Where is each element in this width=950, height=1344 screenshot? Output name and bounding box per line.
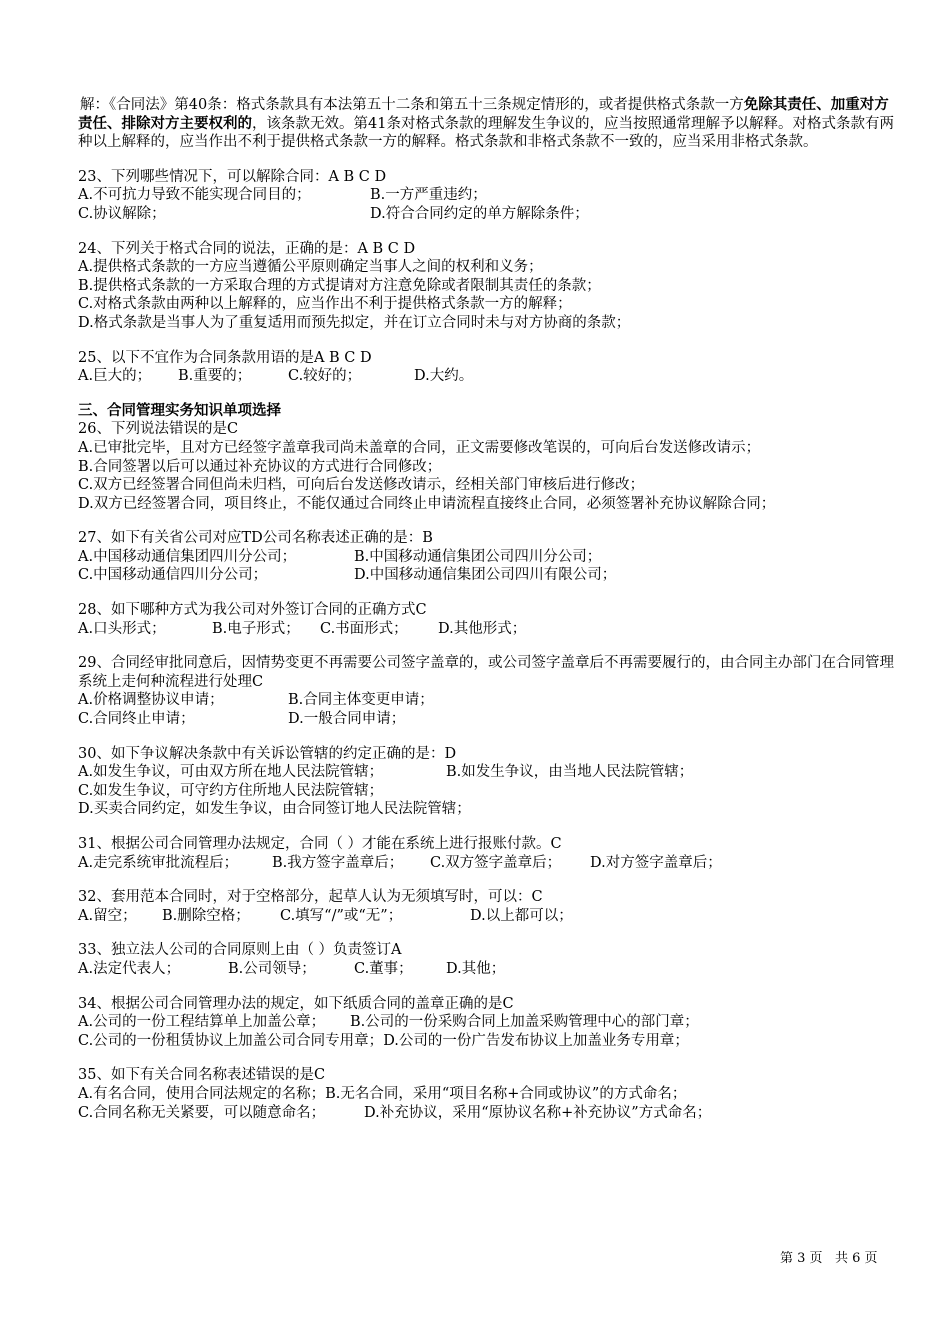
option-b: B.无名合同，采用“项目名称+合同或协议”的方式命名； [325,1085,687,1102]
option-c: C.书面形式； [320,620,408,637]
option-c: C.公司的一份租赁协议上加盖公司合同专用章； [78,1032,384,1049]
option-c: C.双方已经签署合同但尚未归档，可向后台发送修改请示，经相关部门审核后进行修改； [78,477,645,494]
explanation-text: 解：《合同法》第40条：格式条款具有本法第五十二条和第五十三条规定情形的，或者提供格式条款一方 [80,97,744,113]
question-23 [78,168,898,224]
option-d: D.买卖合同约定，如发生争议，由合同签订地人民法院管辖； [78,801,471,818]
option-c: C.较好的； [288,368,362,385]
option-c: C.中国移动通信四川分公司； [78,567,268,584]
option-b: B.电子形式； [212,620,300,637]
option-a: A.中国移动通信集团四川分公司； [78,548,297,565]
option-d: D.补充协议，采用“原协议名称+补充协议”方式命名； [364,1104,712,1121]
option-d: D.其他； [446,960,506,977]
question-stem: 27、如下有关省公司对应TD公司名称表述正确的是：B [78,530,433,547]
section-heading: 三、合同管理实务知识单项选择 [78,401,281,419]
question-stem: 26、下列说法错误的是C [78,421,239,438]
option-d: D.对方签字盖章后； [590,854,722,871]
question-stem: 32、套用范本合同时，对于空格部分，起草人认为无须填写时，可以：C [78,889,543,906]
option-d: D.大约。 [414,368,474,385]
option-d: D.其他形式； [438,620,527,637]
question-stem: 29、合同经审批同意后，因情势变更不再需要公司签字盖章的，或公司签字盖章后不再需要履行的，由合同主办部门在合同管理系统上走何种流程进行处理C [78,655,894,690]
option-a: A.公司的一份工程结算单上加盖公章； [78,1014,326,1031]
option-d: D.以上都可以； [470,907,573,924]
option-d: D.公司的一份广告发布协议上加盖业务专用章； [383,1032,689,1049]
option-a: A.已审批完毕，且对方已经签字盖章我司尚未盖章的合同，正文需要修改笔误的，可向后台发送修改请示； [78,439,761,456]
question-stem: 28、如下哪种方式为我公司对外签订合同的正确方式C [78,602,427,619]
option-c: C.董事； [354,960,413,977]
option-a: A.如发生争议，可由双方所在地人民法院管辖； [78,764,384,781]
question-30 [78,745,898,819]
question-stem: 24、下列关于格式合同的说法，正确的是：A B C D [78,240,416,257]
question-stem: 31、根据公司合同管理办法规定，合同（ ）才能在系统上进行报账付款。C [78,836,562,852]
option-c: C.合同名称无关紧要，可以随意命名； [78,1104,326,1121]
explanation-bold-text: 免除其责任、加重对方责任、排除对方主要权利的 [78,96,889,132]
question-33 [78,941,898,978]
option-c: C.对格式条款由两种以上解释的，应当作出不利于提供格式条款一方的解释； [78,296,572,313]
answer-explanation [78,96,898,152]
option-b: B.一方严重违约； [370,187,487,204]
question-stem: 25、以下不宜作为合同条款用语的是A B C D [78,349,372,366]
option-a: A.不可抗力导致不能实现合同目的； [78,187,311,204]
option-b: B.合同签署以后可以通过补充协议的方式进行合同修改； [78,458,442,475]
option-c: C.合同终止申请； [78,711,195,728]
option-d: D.格式条款是当事人为了重复适用而预先拟定，并在订立合同时未与对方协商的条款； [78,314,631,331]
question-stem: 30、如下争议解决条款中有关诉讼管辖的约定正确的是：D [78,745,457,762]
option-a: A.巨大的； [78,368,152,385]
option-c: C.双方签字盖章后； [430,854,562,871]
option-b: B.公司的一份采购合同上加盖采购管理中心的部门章； [350,1014,699,1031]
question-26 [78,420,898,513]
page-footer [780,1247,878,1266]
option-d: D.符合合同约定的单方解除条件； [370,205,589,222]
question-25 [78,349,898,386]
option-b: B.重要的； [178,368,252,385]
option-b: B.我方签字盖章后； [272,854,404,871]
question-29 [78,654,898,728]
question-24 [78,240,898,333]
option-a: A.留空； [78,907,137,924]
explanation-tail-text: ，该条款无效。第41条对格式条款的理解发生争议的，应当按照通常理解予以解释。对格式条款有两种以上解释的，应当作出不利于提供格式条款一方的解释。格式条款和非格式条款不一致的，应当采用非格式条款。 [78,115,894,151]
page-total: 共 6 页 [834,1251,878,1266]
option-c: C.如发生争议，可守约方住所地人民法院管辖； [78,782,384,799]
option-b: B.删除空格； [162,907,250,924]
question-stem: 33、独立法人公司的合同原则上由（ ）负责签订A [78,942,402,959]
question-28 [78,601,898,638]
option-b: B.提供格式条款的一方采取合理的方式提请对方注意免除或者限制其责任的条款； [78,277,601,294]
question-stem: 34、根据公司合同管理办法的规定，如下纸质合同的盖章正确的是C [78,995,514,1012]
question-stem: 23、下列哪些情况下，可以解除合同：A B C D [78,168,387,185]
option-a: A.走完系统审批流程后； [78,854,239,871]
question-35 [78,1066,898,1122]
option-b: B.中国移动通信集团公司四川分公司； [354,548,602,565]
question-32 [78,888,898,925]
option-d: D.一般合同申请； [288,711,406,728]
option-c: C.填写“/”或“无”； [280,907,403,924]
option-a: A.有名合同，使用合同法规定的名称； [78,1085,326,1102]
question-stem: 35、如下有关合同名称表述错误的是C [78,1067,326,1084]
option-b: B.公司领导； [228,960,316,977]
option-d: D.双方已经签署合同，项目终止，不能仅通过合同终止申请流程直接终止合同，必须签署补充协议解除合同； [78,495,776,512]
question-27 [78,529,898,585]
question-34 [78,995,898,1051]
page-number: 第 3 页 [780,1251,823,1266]
option-b: B.如发生争议，由当地人民法院管辖； [446,764,694,781]
option-d: D.中国移动通信集团公司四川有限公司； [354,567,617,584]
option-a: A.提供格式条款的一方应当遵循公平原则确定当事人之间的权利和义务； [78,259,543,276]
option-b: B.合同主体变更申请； [288,692,434,709]
option-a: A.口头形式； [78,620,166,637]
option-a: A.法定代表人； [78,960,181,977]
option-c: C.协议解除； [78,205,166,222]
document-body [78,96,898,1122]
question-31 [78,835,898,872]
option-a: A.价格调整协议申请； [78,692,224,709]
